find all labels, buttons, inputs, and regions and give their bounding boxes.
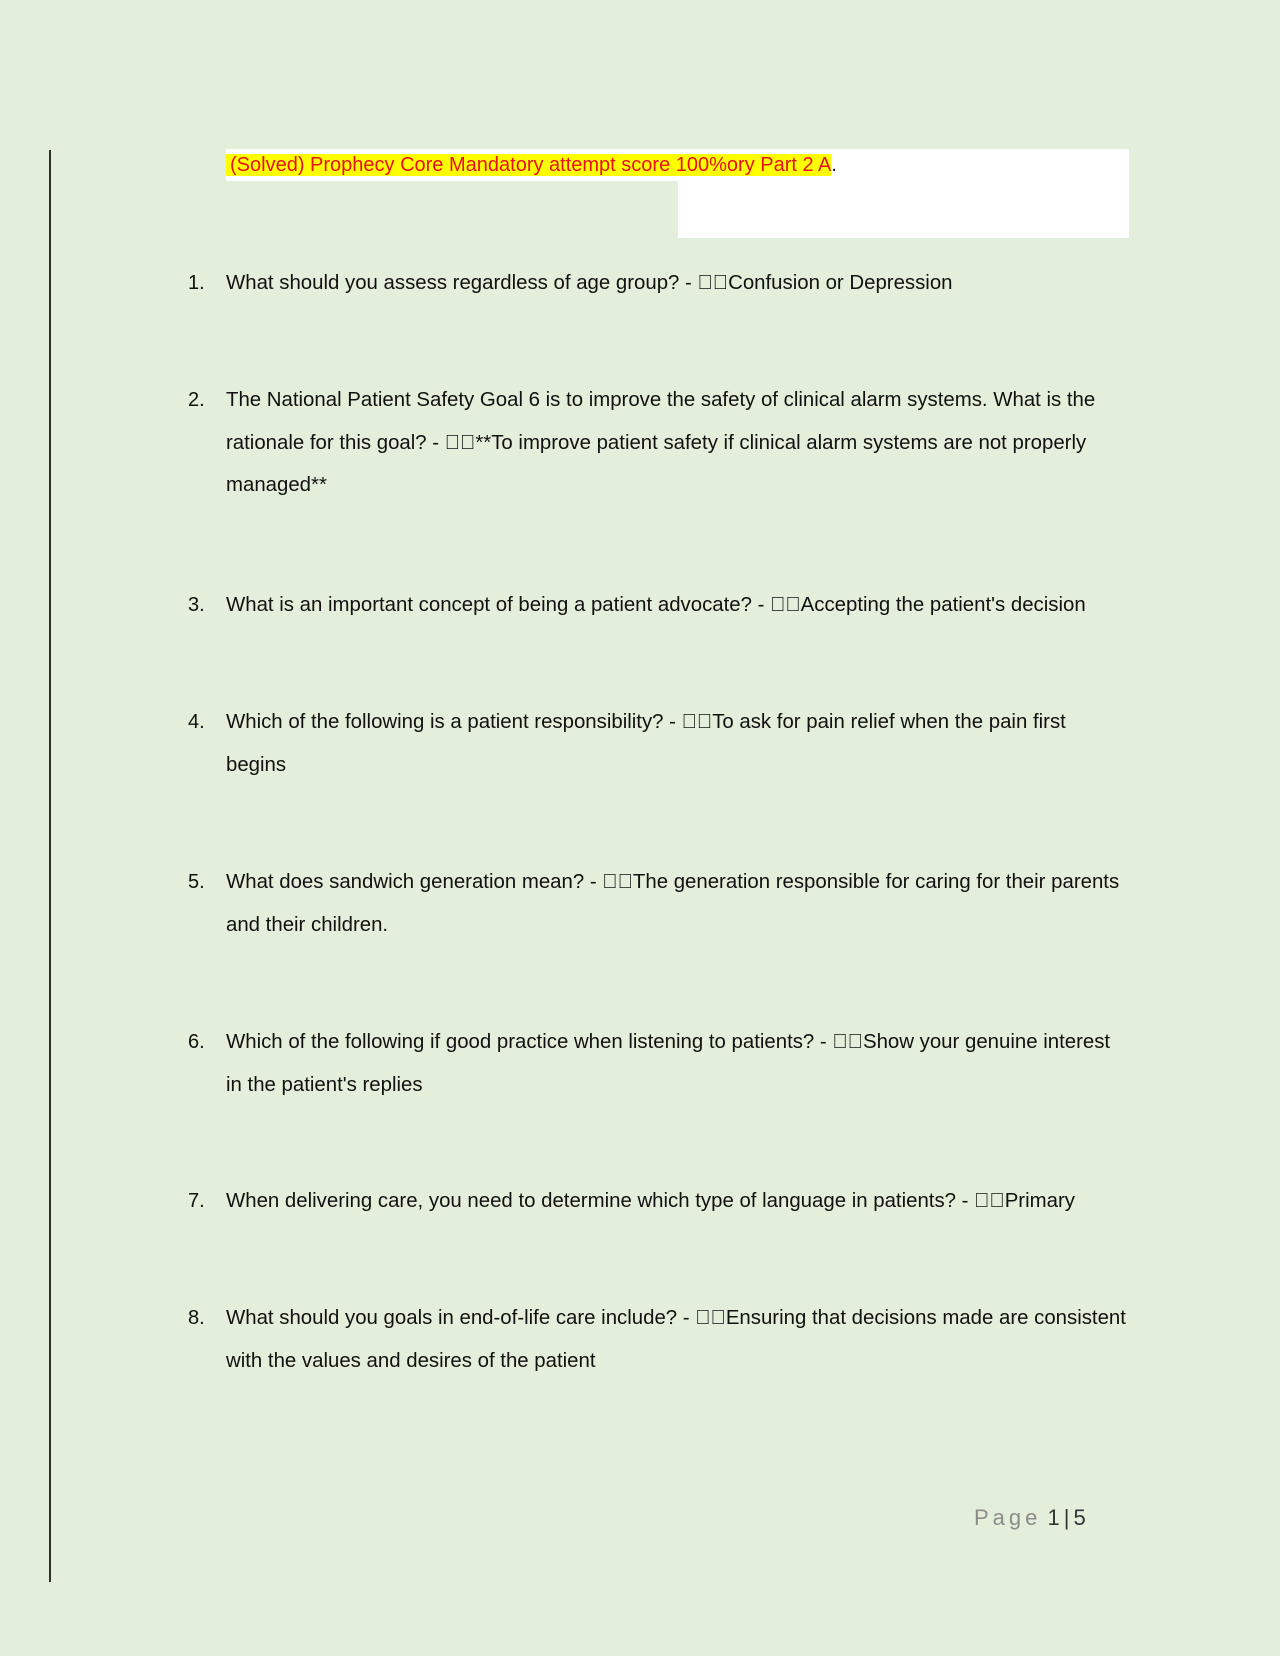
page-footer: [974, 1503, 1086, 1533]
page-separator: |: [1063, 1505, 1070, 1530]
question-number: 5.: [188, 871, 205, 893]
question-text: The National Patient Safety Goal 6 is to improve the safety of clinical alarm systems. What is the rationale for this goal? - ￿￿**To improve patient safety if clinical alarm systems are not properly managed**: [226, 389, 1096, 496]
page-label: Page: [974, 1505, 1042, 1530]
question-text: What should you assess regardless of age group? - ￿￿Confusion or Depression: [226, 272, 953, 294]
question-number: 8.: [188, 1307, 205, 1329]
total-pages: 5: [1073, 1505, 1086, 1530]
question-text: What does sandwich generation mean? - ￿￿The generation responsible for caring for their parents and their children.: [226, 871, 1120, 936]
question-number: 6.: [188, 1031, 205, 1053]
question-number: 7.: [188, 1190, 205, 1212]
question-number: 1.: [188, 272, 205, 294]
current-page-number: 1: [1047, 1505, 1060, 1530]
highlighted-title-text: (Solved) Prophecy Core Mandatory attempt score 100%ory Part 2 A: [226, 154, 831, 176]
question-number: 4.: [188, 711, 205, 733]
question-text: Which of the following if good practice when listening to patients? - ￿￿Show your genuine interest in the patient's replies: [226, 1031, 1111, 1096]
question-number: 2.: [188, 389, 205, 411]
question-text: What should you goals in end-of-life care include? - ￿￿Ensuring that decisions made are consistent with the values and desires of the patient: [226, 1307, 1126, 1372]
title-period: .: [831, 154, 837, 176]
question-text: When delivering care, you need to determine which type of language in patients? - ￿￿Primary: [226, 1190, 1075, 1212]
question-text: Which of the following is a patient responsibility? - ￿￿To ask for pain relief when the pain first begins: [226, 711, 1066, 776]
question-text: What is an important concept of being a patient advocate? - ￿￿Accepting the patient's decision: [226, 594, 1086, 616]
question-number: 3.: [188, 594, 205, 616]
